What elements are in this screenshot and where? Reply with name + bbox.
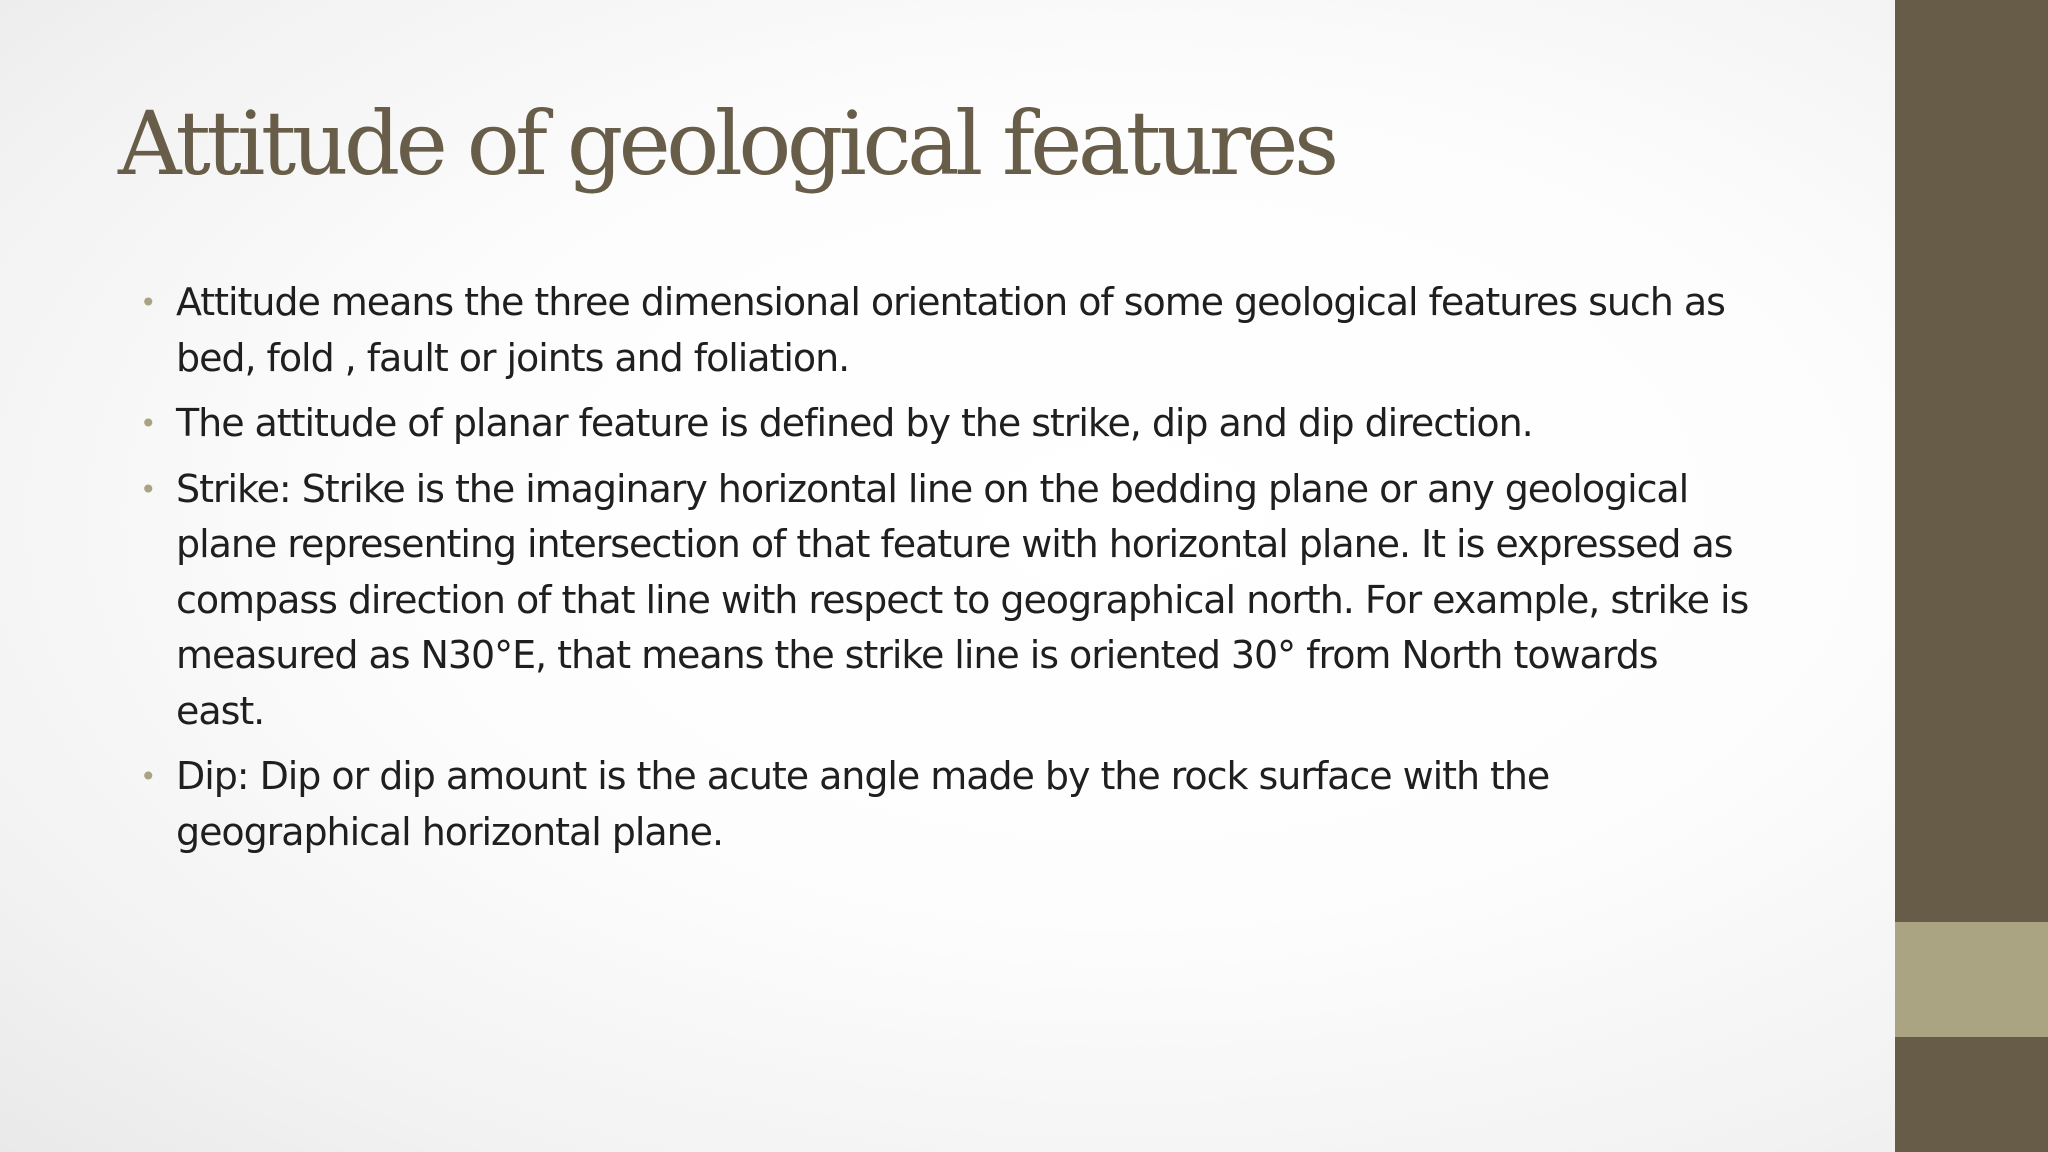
bullet-text: Attitude means the three dimensional orientation of some geological features such as bed, fold , fault or joints and foliation. [176,280,1725,380]
bullet-dot-icon: • [140,286,156,319]
side-bar-top-block [1895,0,2048,922]
bullet-text: The attitude of planar feature is defined by the strike, dip and dip direction. [176,401,1533,445]
bullet-item [140,749,1756,860]
side-bar-bottom-block [1895,1037,2048,1152]
decorative-side-bar [1895,0,2048,1152]
bullet-text: Strike: Strike is the imaginary horizontal line on the bedding plane or any geological plane representing intersection of that feature with horizontal plane. It is expressed as compass direction of that line with respect to geographical north. For example, strike is measured as N30°E, that means the strike line is oriented 30° from North towards east. [176,466,1749,733]
bullet-dot-icon: • [140,472,156,506]
bullet-list [140,275,1756,870]
bullet-text: Dip: Dip or dip amount is the acute angle made by the rock surface with the geographical horizontal plane. [176,754,1550,854]
slide-title: Attitude of geological features [118,92,1335,195]
bullet-item [140,275,1756,386]
side-bar-accent-block [1895,922,2048,1037]
bullet-item [140,462,1756,740]
bullet-item [140,396,1756,452]
bullet-dot-icon: • [140,760,156,793]
bullet-dot-icon: • [140,407,156,440]
